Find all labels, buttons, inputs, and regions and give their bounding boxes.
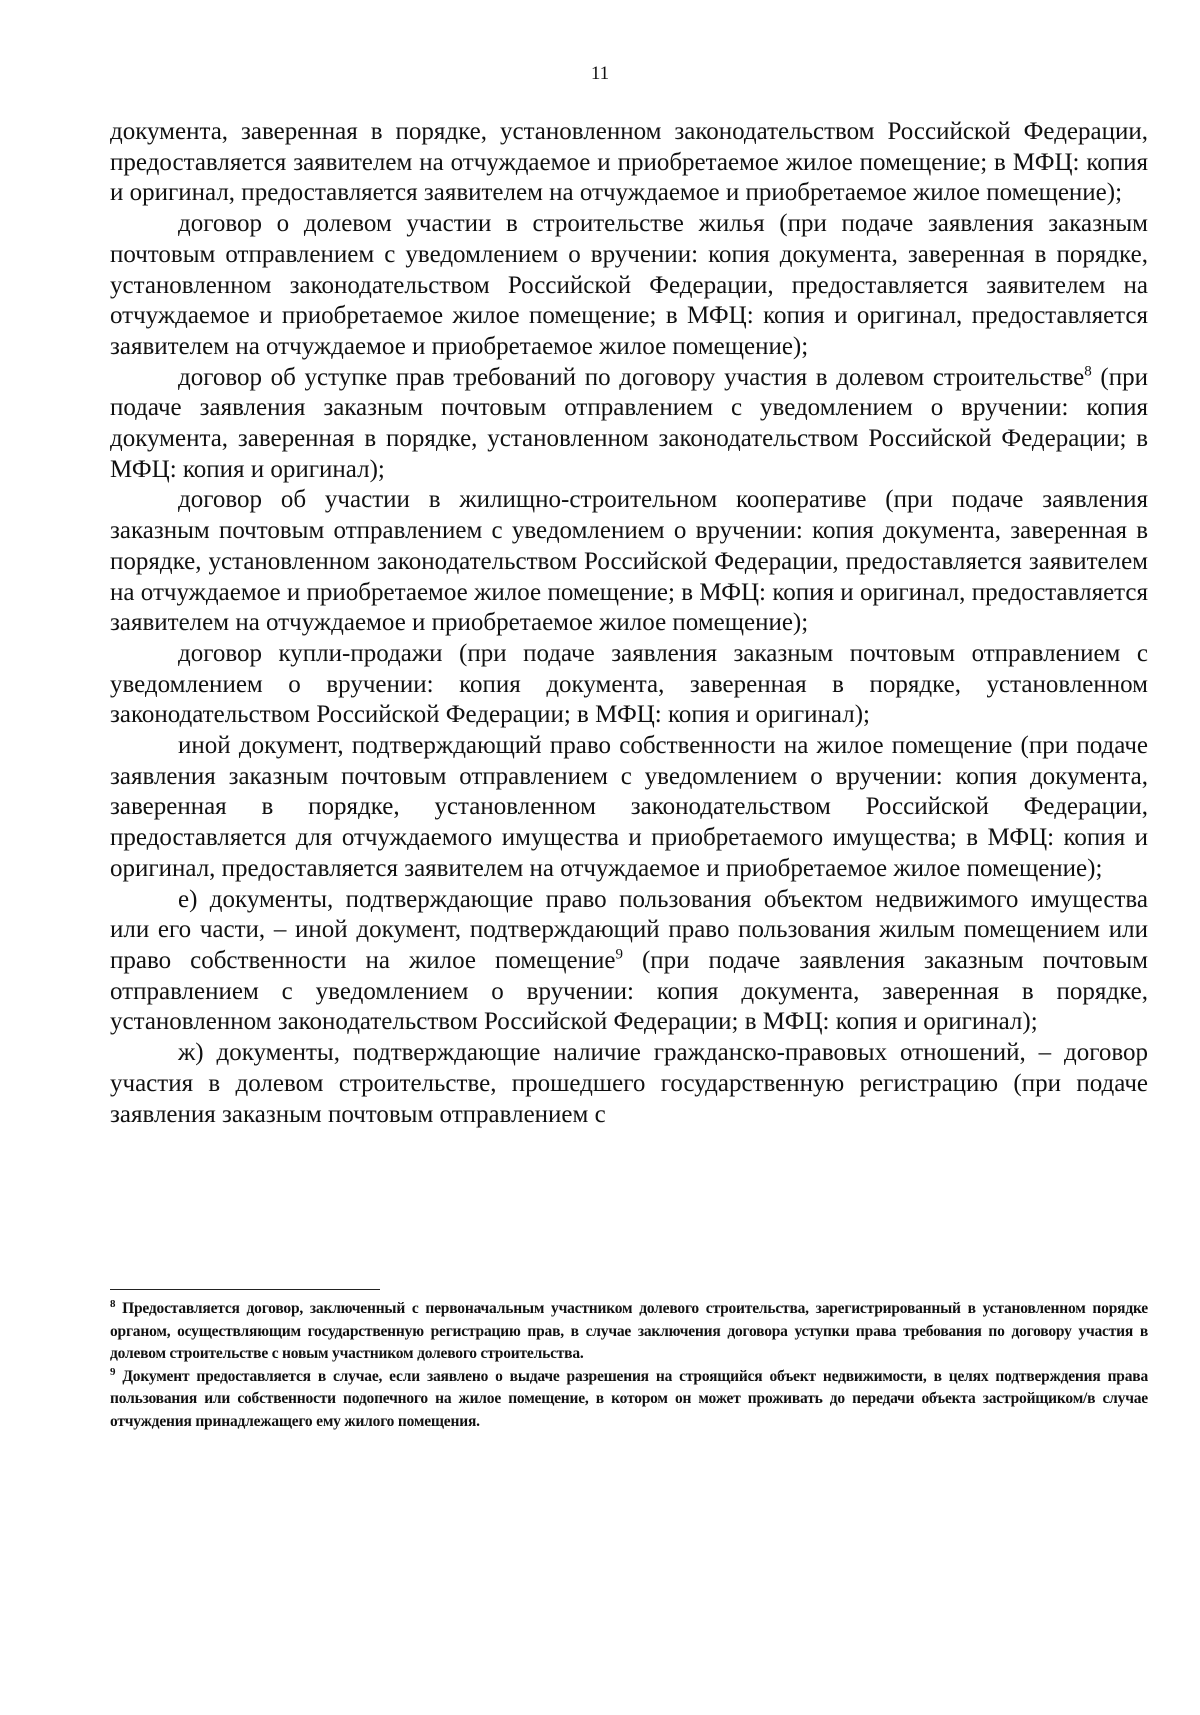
footnote-separator <box>110 1289 380 1290</box>
paragraph: договор об участии в жилищно-строительном кооперативе (при подаче заявления заказным почтовым отправлением с уведомлением о вручении: копия документа, заверенная в порядке, установленном законодательством Российской Федерации, предоставляется заявителем на отчуждаемое и приобретаемое жилое помещение; в МФЦ: копия и оригинал, предоставляется заявителем на отчуждаемое и приобретаемое жилое помещение); <box>110 486 1148 637</box>
paragraph-text: (при подаче заявления заказным почтовым отправлением с уведомлением о вручении: копия документа, заверенная в порядке, установленном законодательством Российской Федерации; в МФЦ: копия и оригинал); <box>110 363 1148 483</box>
footnote-mark: 8 <box>110 1297 116 1310</box>
paragraph-text: договор об уступке прав требований по договору участия в долевом строительстве <box>178 363 1085 391</box>
paragraph <box>110 885 1148 1039</box>
paragraph: ж) документы, подтверждающие наличие гражданско-правовых отношений, – договор участия в долевом строительстве, прошедшего государственную регистрацию (при подаче заявления заказным почтовым отправлением с <box>110 1039 1148 1128</box>
footnote-text: Документ предоставляется в случае, если заявлено о выдаче разрешения на строящийся объект недвижимости, в целях подтверждения права пользования или собственности подопечного на жилое помещение, в котором он может проживать до передачи объекта застройщиком/в случае отчуждения принадлежащего ему жилого помещения. <box>110 1367 1148 1430</box>
footnote-text: Предоставляется договор, заключенный с первоначальным участником долевого строительства, зарегистрированный в установленном порядке органом, осуществляющим государственную регистрацию прав, в случае заключения договора уступки права требования по договору участия в долевом строительстве с новым участником долевого строительства. <box>110 1300 1148 1362</box>
paragraph: договор о долевом участии в строительстве жилья (при подаче заявления заказным почтовым отправлением с уведомлением о вручении: копия документа, заверенная в порядке, установленном законодательством Российской Федерации, предоставляется заявителем на отчуждаемое и приобретаемое жилое помещение; в МФЦ: копия и оригинал, предоставляется заявителем на отчуждаемое и приобретаемое жилое помещение); <box>110 210 1148 360</box>
paragraph: договор купли-продажи (при подаче заявления заказным почтовым отправлением с уведомлением о вручении: копия документа, заверенная в порядке, установленном законодательством Российской Федерации; в МФЦ: копия и оригинал); <box>110 639 1148 729</box>
footnotes <box>110 1298 1148 1433</box>
paragraph-text: (при подаче заявления заказным почтовым отправлением с уведомлением о вручении: копия документа, заверенная в порядке, установленном законодательством Российской Федерации; в МФЦ: копия и оригинал); <box>110 946 1148 1036</box>
footnote <box>110 1366 1148 1434</box>
paragraph: документа, заверенная в порядке, установленном законодательством Российской Федерации, предоставляется заявителем на отчуждаемое и приобретаемое жилое помещение; в МФЦ: копия и оригинал, предоставляется заявителем на отчуждаемое и приобретаемое жилое помещение); <box>110 118 1148 207</box>
footnote-mark: 9 <box>110 1365 116 1378</box>
footnote-reference: 9 <box>615 946 623 963</box>
footnote-reference: 8 <box>1084 363 1092 380</box>
paragraph: иной документ, подтверждающий право собственности на жилое помещение (при подаче заявления заказным почтовым отправлением с уведомлением о вручении: копия документа, заверенная в порядке, установленном законодательством Российской Федерации, предоставляется для отчуждаемого имущества и приобретаемого имущества; в МФЦ: копия и оригинал, предоставляется заявителем на отчуждаемое и приобретаемое жилое помещение); <box>110 732 1148 882</box>
document-body <box>110 117 1148 1130</box>
paragraph-text: е) документы, подтверждающие право пользования объектом недвижимого имущества или его части, – иной документ, подтверждающий право пользования жилым помещением или право собственности на жилое помещение <box>110 885 1148 974</box>
footnote <box>110 1298 1148 1366</box>
page-number: 11 <box>590 63 610 84</box>
paragraph <box>110 363 1148 486</box>
